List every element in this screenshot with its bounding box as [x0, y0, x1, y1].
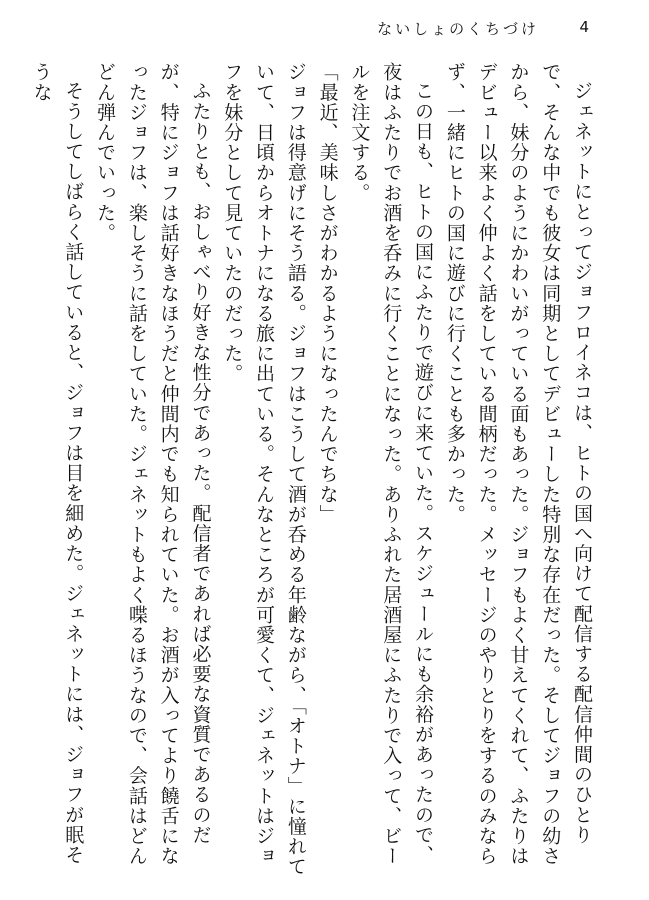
vertical-body-text	[30, 62, 597, 882]
paragraph: そうしてしばらく話していると、ジョフは目を細めた。ジェネットには、ジョフが眠そうな	[30, 62, 85, 865]
paragraph: ジョフは得意げにそう語る。ジョフはこうして酒が呑める年齢ながら、「オトナ」に憧れていて、日頃からオトナになる旅に出ている。そんなところが可愛くて、ジェネットはジョフを妹分として見ていたのだった。	[221, 62, 307, 877]
paragraph: ジェネットにとってジョフロイネコは、ヒトの国へ向けて配信する配信仲間のひとりで、そんな中でも彼女は同期としてデビューした特別な存在だった。そしてジョフの幼さから、妹分のようにかわいがっている面もあった。ジョフもよく甘えてくれて、ふたりはデビュー以来よく仲よく話をしている間柄だった。メッセージのやりとりをするのみならず、一緒にヒトの国に遊びに行くことも多かった。	[443, 62, 593, 866]
paragraph: ふたりとも、おしゃべり好きな性分であった。配信者であれば必要な資質であるのだが、特にジョフは話好きなほうだと仲間内でも知られていた。お酒が入ってより饒舌になったジョフは、楽しそうに話をしていた。ジェネットもよく喋るほうなので、会話はどんどん弾んでいった。	[94, 62, 212, 866]
running-header-title: ないしょのくちづけ	[377, 20, 539, 38]
page-number: 4	[579, 18, 589, 36]
paragraph: この日も、ヒトの国にふたりで遊びに来ていた。スケジュールにも余裕があったので、夜はふたりでお酒を呑みに行くことになった。ありふれた居酒屋にふたりで入って、ビールを注文する。	[348, 62, 435, 866]
dialogue-paragraph: 「最近、美味しさがわかるようになったんでちな」	[316, 62, 339, 525]
